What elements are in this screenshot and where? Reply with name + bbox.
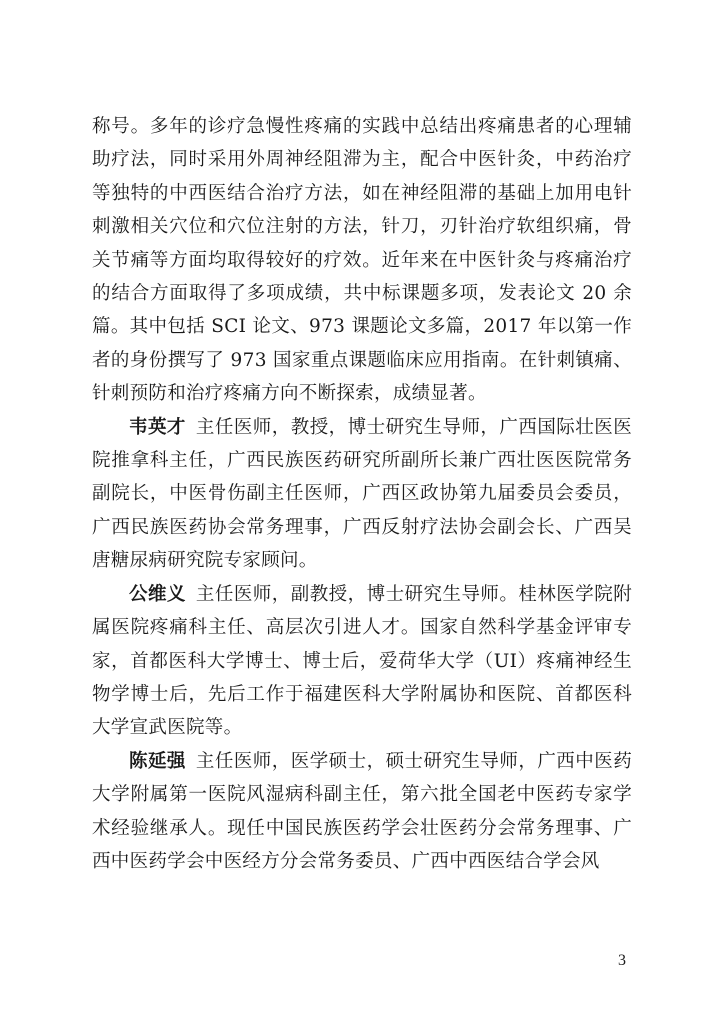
paragraph-text: 主任医师，副教授，博士研究生导师。桂林医学院附属医院疼痛科主任、高层次引进人才。国家自然科学基金评审专家，首都医科大学博士、博士后，爱荷华大学（UI）疼痛神经生物学博士后，先后工作于福建医科大学附属协和医院、首都医科大学宣武医院等。: [92, 583, 632, 739]
person-name: 陈延强: [129, 750, 186, 772]
paragraph-wei-yingcai: [92, 411, 632, 578]
body-text: [92, 110, 632, 878]
paragraph-chen-yanqiang: [92, 745, 632, 879]
person-name: 韦英才: [129, 416, 186, 438]
page-number: 3: [618, 952, 626, 969]
paragraph-continuation: [92, 110, 632, 411]
paragraph-text: 主任医师，医学硕士，硕士研究生导师，广西中医药大学附属第一医院风湿病科副主任，第六批全国老中医药专家学术经验继承人。现任中国民族医药学会壮医药分会常务理事、广西中医药学会中医经方分会常务委员、广西中西医结合学会风: [92, 750, 632, 872]
paragraph-text: 主任医师，教授，博士研究生导师，广西国际壮医医院推拿科主任，广西民族医药研究所副所长兼广西壮医医院常务副院长，中医骨伤副主任医师，广西区政协第九届委员会委员，广西民族医药协会常务理事，广西反射疗法协会副会长、广西吴唐糖尿病研究院专家顾问。: [92, 416, 632, 572]
paragraph-gong-weiyi: [92, 578, 632, 745]
paragraph-text: 称号。多年的诊疗急慢性疼痛的实践中总结出疼痛患者的心理辅助疗法，同时采用外周神经阻滞为主，配合中医针灸，中药治疗等独特的中西医结合治疗方法，如在神经阻滞的基础上加用电针刺激相关穴位和穴位注射的方法，针刀，刃针治疗软组织痛，骨关节痛等方面均取得较好的疗效。近年来在中医针灸与疼痛治疗的结合方面取得了多项成绩，共中标课题多项，发表论文 20 余篇。其中包括 SCI 论文、973 课题论文多篇，2017 年以第一作者的身份撰写了 973 国家重点课题临床应用指南。在针刺镇痛、针刺预防和治疗疼痛方向不断探索，成绩显著。: [92, 116, 632, 405]
person-name: 公维义: [129, 583, 186, 605]
